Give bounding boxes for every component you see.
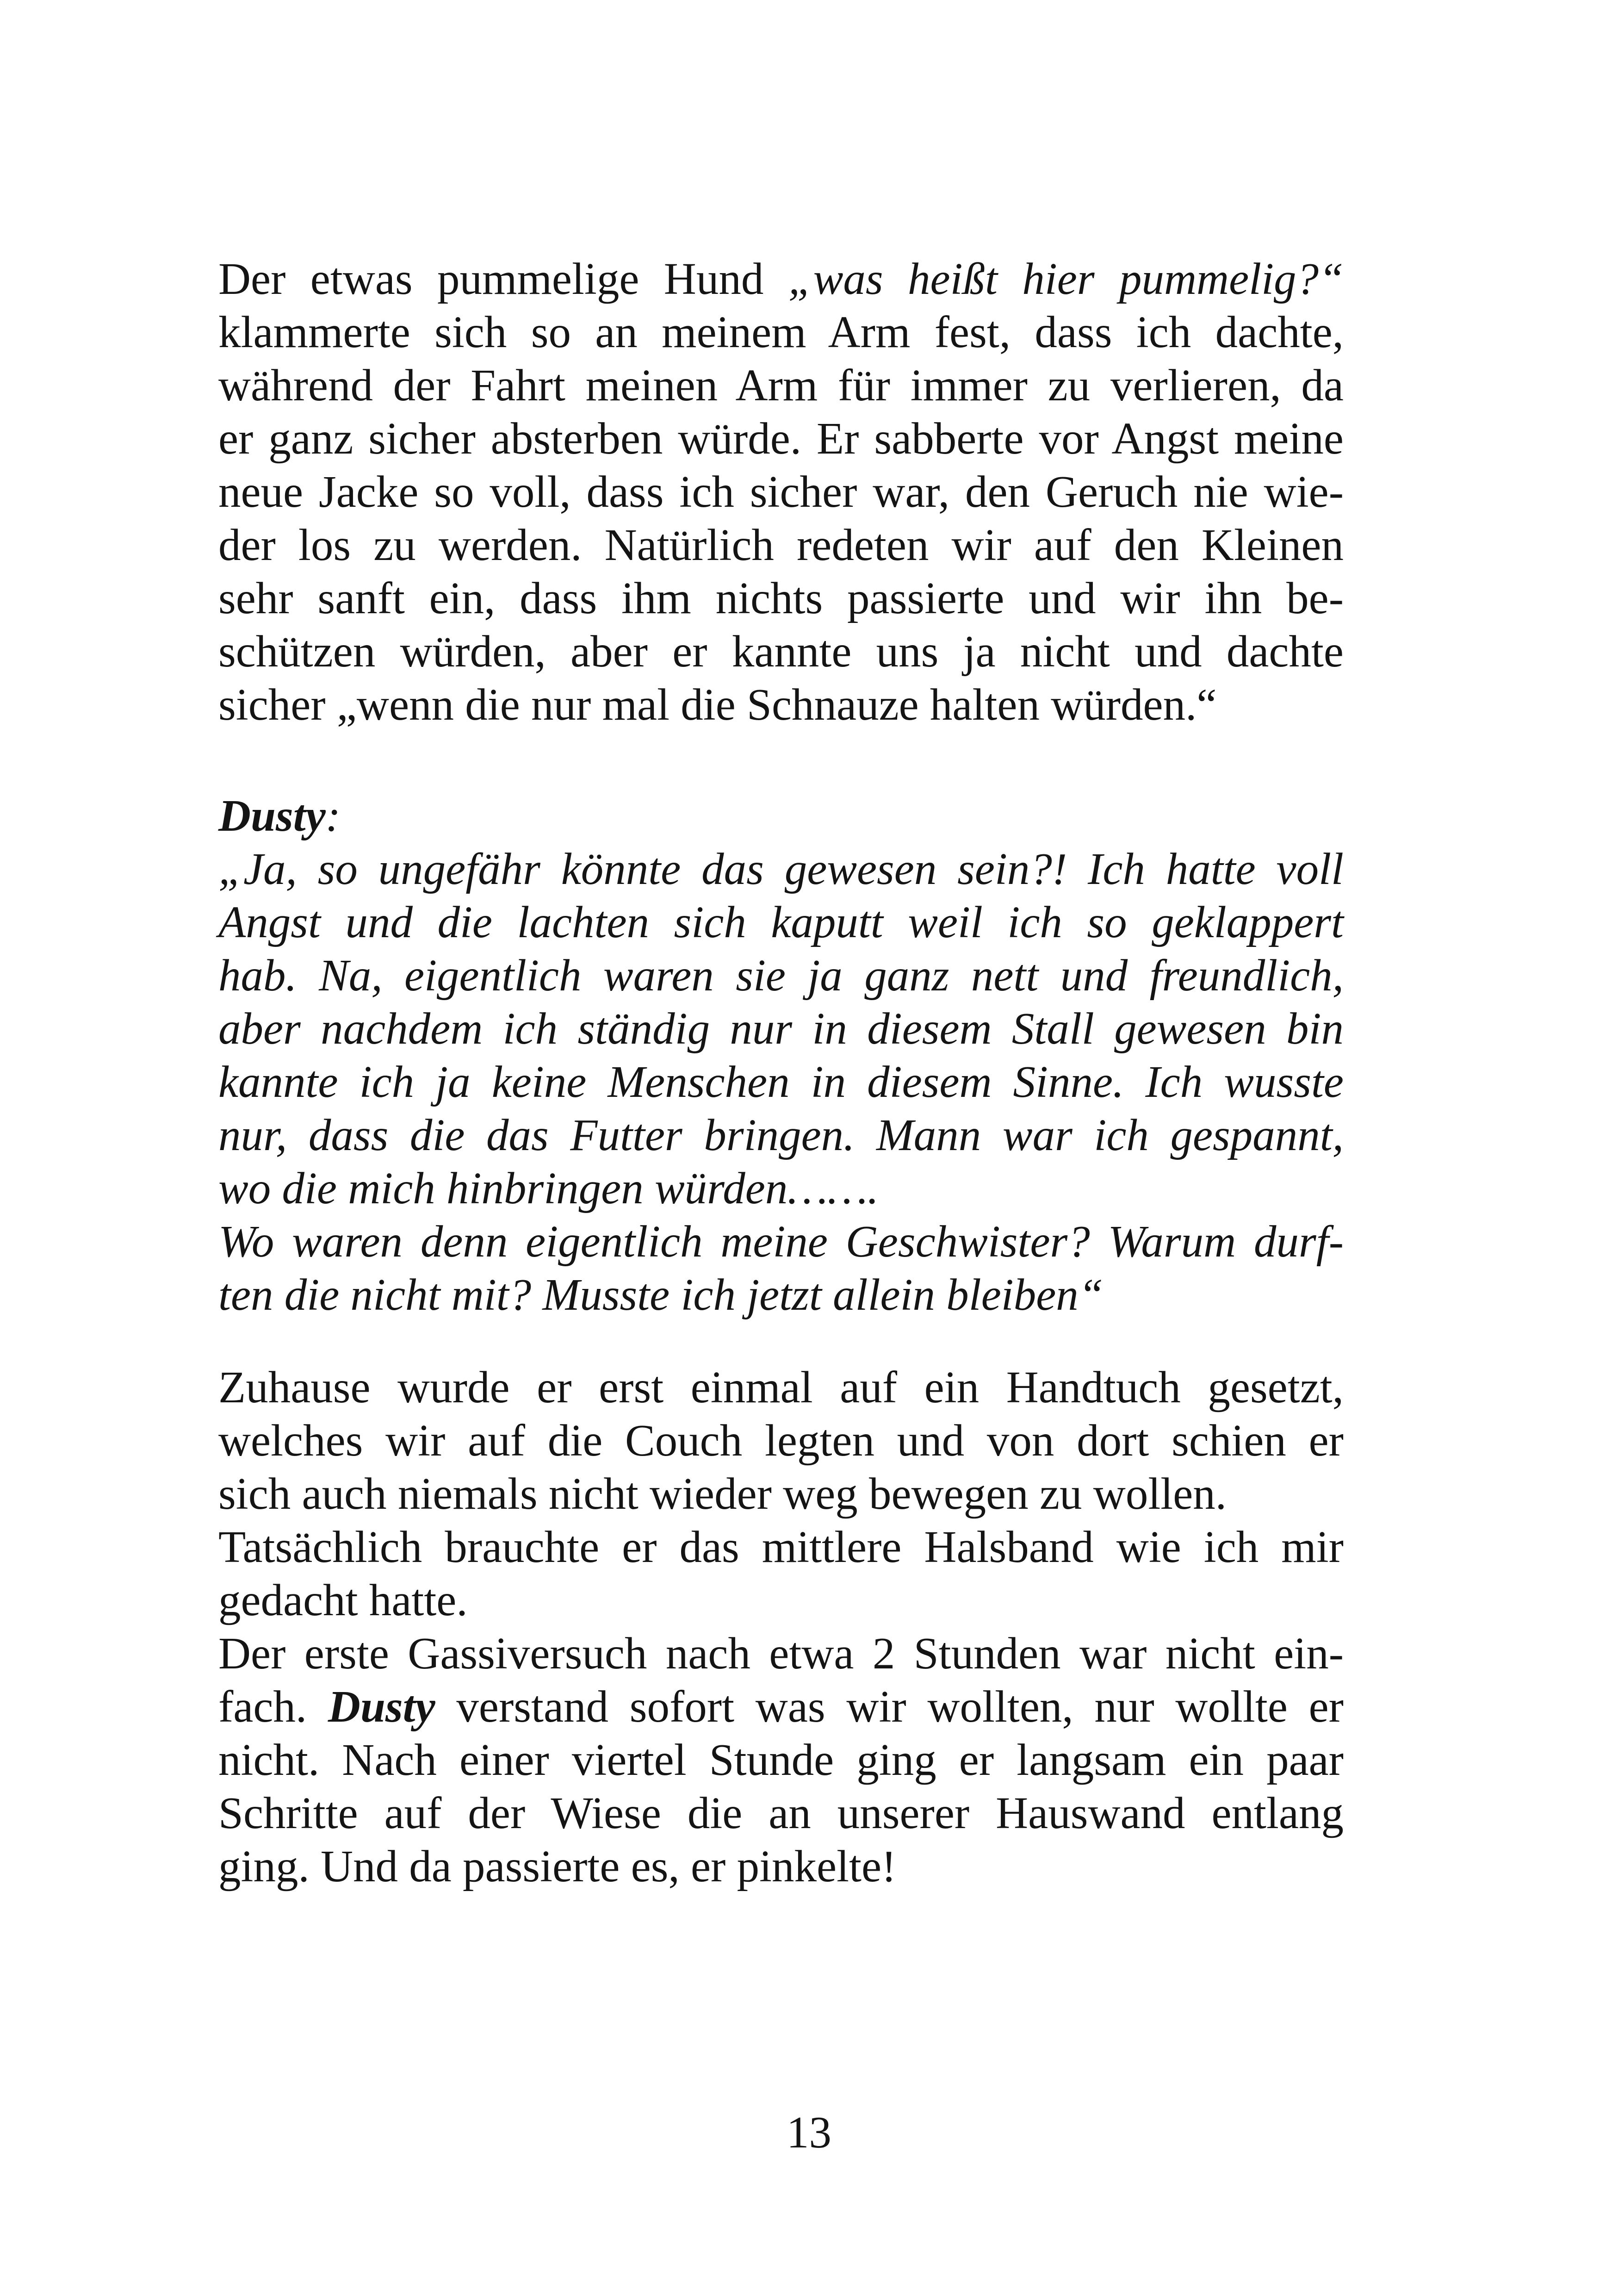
text-line	[218, 252, 1344, 305]
text-line: nicht. Nach einer viertel Stunde ging er langsam ein paar	[218, 1735, 1344, 1785]
dog-name: Dusty	[328, 1682, 435, 1731]
inline-quote: „was heißt hier pummelig?“	[788, 254, 1344, 304]
text-line: sicher „wenn die nur mal die Schnauze halten würden.“	[218, 680, 1217, 729]
quote-line: kannte ich ja keine Menschen in diesem Sinne. Ich wusste	[218, 1057, 1344, 1107]
quote-line: wo die mich hinbringen würden…….	[218, 1164, 879, 1213]
text-line: er ganz sicher absterben würde. Er sabberte vor Angst meine	[218, 414, 1344, 463]
text-line: neue Jacke so voll, dass ich sicher war, den Geruch nie wie-	[218, 467, 1344, 516]
text-line: klammerte sich so an meinem Arm fest, dass ich dachte,	[218, 307, 1344, 357]
paragraph-intro	[218, 252, 1344, 731]
text-line: ging. Und da passierte es, er pinkelte!	[218, 1842, 897, 1891]
text-line: während der Fahrt meinen Arm für immer zu verlieren, da	[218, 361, 1344, 410]
text-line: Der erste Gassiversuch nach etwa 2 Stunden war nicht ein-	[218, 1629, 1344, 1678]
text-line	[218, 1680, 1344, 1733]
quote-line: ten die nicht mit? Musste ich jetzt allein bleiben“	[218, 1270, 1103, 1319]
speaker-heading	[218, 789, 1344, 842]
text-line: sich auch niemals nicht wieder weg bewegen zu wollen.	[218, 1469, 1227, 1518]
text-line: welches wir auf die Couch legten und von dort schien er	[218, 1416, 1344, 1465]
speaker-colon: :	[325, 791, 341, 840]
text-line: sehr sanft ein, dass ihm nichts passierte und wir ihn be-	[218, 573, 1344, 623]
text-span: Der etwas pummelige Hund	[218, 254, 788, 304]
text-span: verstand sofort was wir wollten, nur wollte er	[435, 1682, 1344, 1731]
page-number: 13	[787, 2108, 831, 2157]
text-line: Zuhause wurde er erst einmal auf ein Handtuch gesetzt,	[218, 1363, 1344, 1412]
quote-line: Angst und die lachten sich kaputt weil ich so geklappert	[218, 897, 1344, 947]
quote-line: Wo waren denn eigentlich meine Geschwister? Warum durf-	[218, 1217, 1344, 1266]
text-line: Schritte auf der Wiese die an unserer Hauswand entlang	[218, 1788, 1344, 1838]
text-span: fach.	[218, 1682, 328, 1731]
paragraph-home	[218, 1361, 1344, 1893]
quote-line: nur, dass die das Futter bringen. Mann war ich gespannt,	[218, 1110, 1344, 1160]
text-line: Tatsächlich brauchte er das mittlere Halsband wie ich mir	[218, 1522, 1344, 1572]
text-line: der los zu werden. Natürlich redeten wir auf den Kleinen	[218, 520, 1344, 570]
dusty-quote-section	[218, 789, 1344, 1321]
quote-line: „Ja, so ungefähr könnte das gewesen sein?! Ich hatte voll	[218, 844, 1344, 894]
text-line: schützen würden, aber er kannte uns ja nicht und dachte	[218, 627, 1344, 676]
quote-line: aber nachdem ich ständig nur in diesem Stall gewesen bin	[218, 1004, 1344, 1053]
speaker-name: Dusty	[218, 791, 326, 840]
quote-line: hab. Na, eigentlich waren sie ja ganz nett und freundlich,	[218, 951, 1344, 1000]
text-line: gedacht hatte.	[218, 1575, 468, 1625]
